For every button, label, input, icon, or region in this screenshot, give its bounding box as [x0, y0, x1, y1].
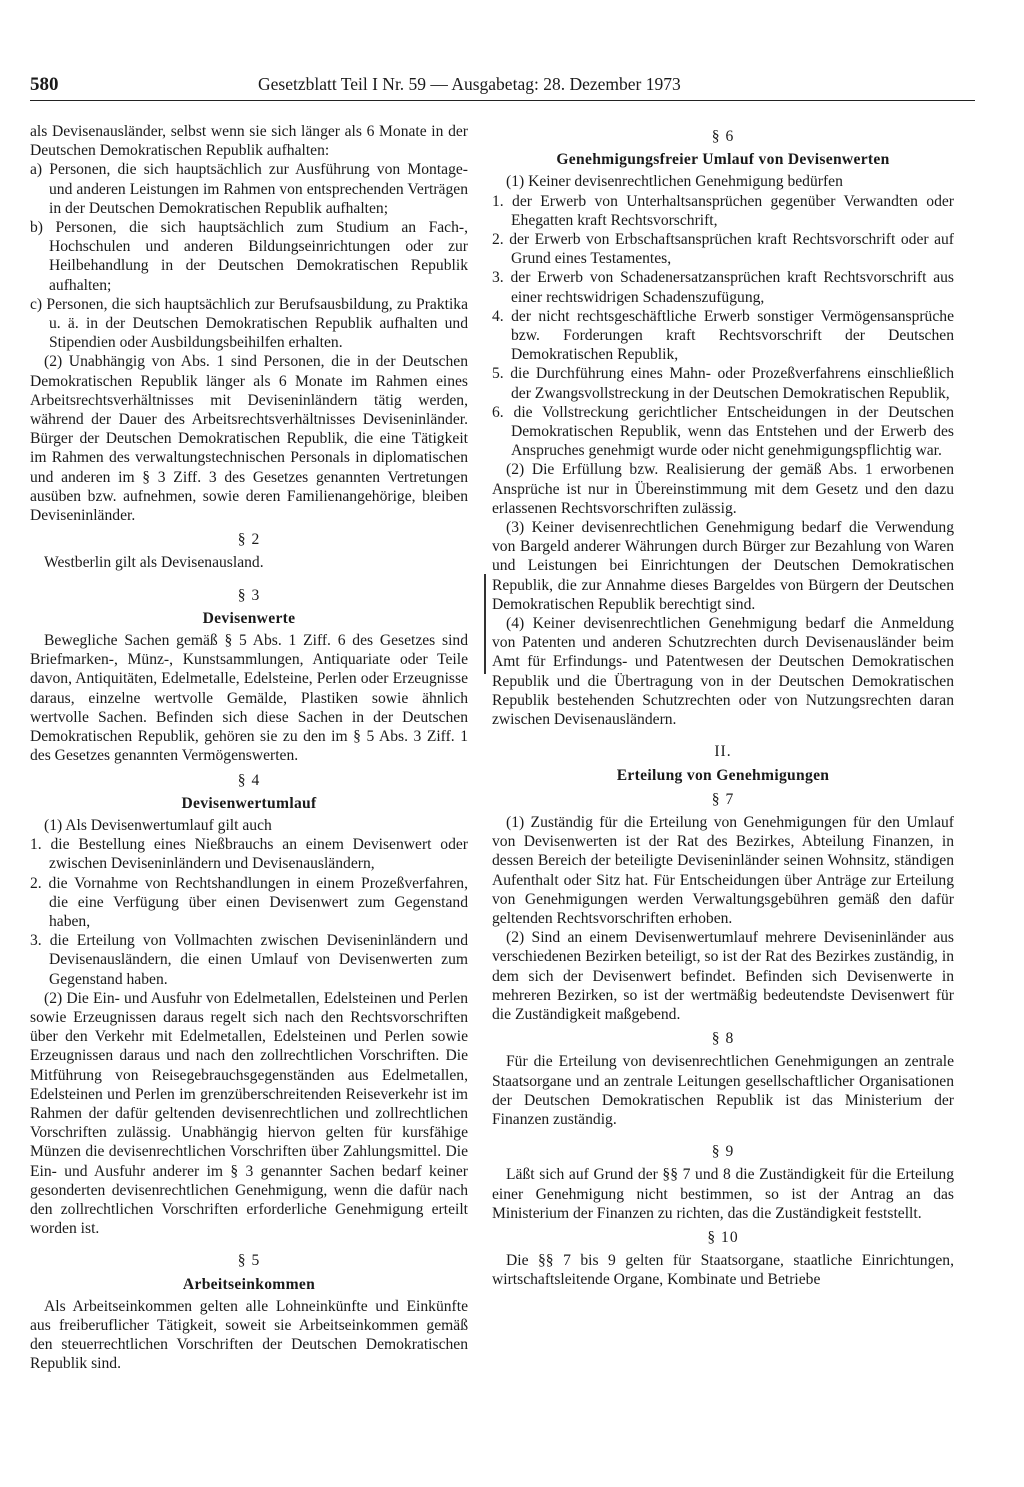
paragraph: (1) Keiner devisenrechtlichen Genehmigung bedürfen	[506, 173, 843, 191]
section-number: § 8	[711, 1030, 735, 1048]
part-number: II.	[714, 743, 732, 761]
part-title: Erteilung von Genehmigungen	[616, 766, 830, 784]
section-number: § 9	[711, 1143, 735, 1161]
paragraph: Läßt sich auf Grund der §§ 7 und 8 die Zuständigkeit für die Erteilung einer Genehmigung nicht bestimmen, so ist der Antrag an das Ministerium der Finanzen zu richten, das die Zuständigkeit feststellt.	[492, 1166, 954, 1222]
list-item: 6. die Vollstreckung gerichtlicher Entscheidungen in der Deutschen Demokratischen Republik, wenn das Entstehen und der Erwerb des Anspruches genehmigt wurde oder nicht genehmigungspflichtig war.	[492, 403, 954, 460]
paragraph: Westberlin gilt als Devisenausland.	[44, 554, 264, 572]
section-title: Arbeitseinkommen	[182, 1275, 316, 1293]
list-item: 1. der Erwerb von Unterhaltsansprüchen gegenüber Verwandten oder Ehegatten kraft Rechtsvorschrift,	[492, 192, 954, 229]
list-item: 1. die Bestellung eines Nießbrauchs an einem Devisenwert oder zwischen Deviseninländern und Devisenausländern,	[30, 836, 468, 873]
paragraph: (2) Die Erfüllung bzw. Realisierung der gemäß Abs. 1 erworbenen Ansprüche ist nur in Übereinstimmung mit dem Gesetz und den dazu erlassenen Rechtsvorschriften zulässig.	[492, 461, 954, 517]
paragraph: (2) Unabhängig von Abs. 1 sind Personen, die in der Deutschen Demokratischen Republik länger als 6 Monate im Rahmen eines Arbeitsrechtsverhältnisses mit Deviseninländern tätig werden, während der Dauer des Arbeitsrechtsverhältnisses Deviseninländer. Bürger der Deutschen Demokratischen Republik, die eine Tätigkeit im Rahmen des verwaltungstechnischen Personals in diplomatischen und anderen im § 3 Ziff. 3 des Gesetzes genannten Vertretungen ausüben bzw. aufnehmen, sowie deren Familienangehörige, bleiben Deviseninländer.	[30, 353, 468, 525]
section-number: § 3	[237, 586, 261, 604]
list-item: 5. die Durchführung eines Mahn- oder Prozeßverfahrens einschließlich der Zwangsvollstreckung in der Deutschen Demokratischen Republik,	[492, 365, 954, 402]
section-number: § 10	[707, 1228, 739, 1246]
paragraph: (2) Die Ein- und Ausfuhr von Edelmetallen, Edelsteinen und Perlen sowie Erzeugnissen daraus regelt sich nach den Rechtsvorschriften über den Verkehr mit Edelmetallen, Edelsteinen und Perlen sowie Erzeugnissen daraus und nach den zollrechtlichen Vorschriften. Die Mitführung von Reisegebrauchsgegenständen aus Edelmetallen, Edelsteinen und Perlen im grenzüberschreitenden Reiseverkehr ist im Rahmen der dafür geltenden devisenrechtlichen und zollrechtlichen Vorschriften zulässig. Unabhängig hiervon gelten für kursfähige Münzen die devisenrechtlichen Vorschriften über Zahlungsmittel. Die Ein- und Ausfuhr anderer im § 3 genannter Sachen bedarf keiner gesonderten devisenrechtlichen Genehmigung, wenn die dafür nach den zollrechtlichen Vorschriften erforderliche Genehmigung erteilt worden ist.	[30, 989, 468, 1238]
page-number: 580	[30, 74, 59, 95]
section-number: § 6	[711, 128, 735, 145]
section-title: Devisenwertumlauf	[181, 794, 317, 812]
page-header	[30, 74, 975, 101]
paragraph: Für die Erteilung von devisenrechtlichen Genehmigungen an zentrale Staatsorgane und an zentrale Leitungen gesellschaftlicher Organisationen der Deutschen Demokratischen Republik ist das Ministerium der Finanzen zuständig.	[492, 1053, 954, 1128]
section-number: § 7	[711, 790, 735, 808]
list-item: a) Personen, die sich hauptsächlich zur Ausführung von Montage- und anderen Leistungen im Rahmen von entsprechenden Verträgen in der Deutschen Demokratischen Republik aufhalten;	[30, 161, 468, 217]
list-item: 3. der Erwerb von Schadenersatzansprüchen kraft Rechtsvorschrift aus einer rechtswidrigen Schadenszufügung,	[492, 269, 954, 306]
section-title: Devisenwerte	[202, 609, 296, 627]
paragraph: Die §§ 7 bis 9 gelten für Staatsorgane, staatliche Einrichtungen, wirtschaftsleitende Organe, Kombinate und Betriebe	[492, 1252, 954, 1289]
paragraph: (1) Als Devisenwertumlauf gilt auch	[44, 816, 272, 834]
intro-paragraph: als Devisenausländer, selbst wenn sie sich länger als 6 Monate in der Deutschen Demokratischen Republik aufhalten:	[30, 123, 468, 160]
list-item: 2. die Vornahme von Rechtshandlungen in einem Prozeßverfahren, die eine Verfügung über einen Devisenwert zum Gegenstand haben,	[30, 874, 468, 930]
paragraph: (3) Keiner devisenrechtlichen Genehmigung bedarf die Verwendung von Bargeld anderer Währungen durch Bürger zur Bezahlung von Waren und Leistungen bei Einrichtungen der Deutschen Demokratischen Republik, die zur Annahme dieses Bargeldes von Bürgern der Deutschen Demokratischen Republik berechtigt sind.	[492, 519, 954, 613]
list-item: c) Personen, die sich hauptsächlich zur Berufsausbildung, zu Praktika u. ä. in der Deutschen Demokratischen Republik aufhalten und Stipendien oder Ausbildungsbeihilfen erhalten.	[30, 295, 468, 352]
section-title: Genehmigungsfreier Umlauf von Devisenwerten	[556, 151, 890, 169]
left-column	[30, 122, 468, 1374]
right-column	[492, 122, 954, 1290]
section-number: § 4	[237, 771, 261, 789]
section-number: § 5	[237, 1252, 261, 1270]
list-item: b) Personen, die sich hauptsächlich zum Studium an Fach-, Hochschulen und anderen Bildungseinrichtungen oder zur Heilbehandlung in der Deutschen Demokratischen Republik aufhalten;	[30, 219, 468, 294]
margin-mark	[484, 574, 486, 674]
paragraph: Bewegliche Sachen gemäß § 5 Abs. 1 Ziff. 6 des Gesetzes sind Briefmarken-, Münz-, Kunstsammlungen, Antiquariate oder Teile davon, Antiquitäten, Edelmetalle, Edelsteine, Perlen oder Erzeugnisse daraus, einzelne wertvolle Gemälde, Plastiken sowie ähnlich wertvolle Sachen. Befinden sich diese Sachen in der Deutschen Demokratischen Republik, gehören sie zu den im § 5 Abs. 3 Ziff. 1 des Gesetzes genannten Vermögenswerten.	[30, 632, 468, 765]
paragraph: (1) Zuständig für die Erteilung von Genehmigungen für den Umlauf von Devisenwerten ist der Rat des Bezirkes, Abteilung Finanzen, in dessen Bereich der beteiligte Deviseninländer seinen Wohnsitz, ständigen Aufenthalt oder Sitz hat. Für Entscheidungen über Anträge zur Erteilung von Genehmigungen werden Verwaltungsgebühren gemäß den dafür geltenden Rechtsvorschriften erhoben.	[492, 813, 954, 927]
paragraph: (2) Sind an einem Devisenwertumlauf mehrere Deviseninländer aus verschiedenen Bezirken beteiligt, so ist der Rat des Bezirkes zuständig, in dem sich der Devisenwert befindet. Befinden sich Devisenwerte in mehreren Bezirken, so ist der wertmäßig bedeutendste Devisenwert für die Zuständigkeit maßgebend.	[492, 929, 954, 1023]
section-number: § 2	[237, 531, 261, 549]
list-item: 3. die Erteilung von Vollmachten zwischen Deviseninländern und Devisenausländern, die einen Umlauf von Devisenwerten zum Gegenstand haben.	[30, 932, 468, 988]
page-title: Gesetzblatt Teil I Nr. 59 — Ausgabetag: 28. Dezember 1973	[258, 74, 681, 94]
list-item: 2. der Erwerb von Erbschaftsansprüchen kraft Rechtsvorschrift oder auf Grund eines Testamentes,	[492, 231, 954, 268]
paragraph: (4) Keiner devisenrechtlichen Genehmigung bedarf die Anmeldung von Patenten und anderen Schutzrechten durch Devisenausländer beim Amt für Erfindungs- und Patentwesen der Deutschen Demokratischen Republik und die Übertragung von in der Deutschen Demokratischen Republik bestehenden Schutzrechten oder von Nutzungsrechten daran zwischen Devisenausländern.	[492, 615, 954, 729]
paragraph: Als Arbeitseinkommen gelten alle Lohneinkünfte und Einkünfte aus freiberuflicher Tätigkeit, soweit sie Arbeitseinkommen gemäß den steuerrechtlichen Vorschriften der Deutschen Demokratischen Republik sind.	[30, 1297, 468, 1373]
list-item: 4. der nicht rechtsgeschäftliche Erwerb sonstiger Vermögensansprüche bzw. Forderungen kraft Rechtsvorschrift der Deutschen Demokratischen Republik,	[492, 307, 954, 364]
